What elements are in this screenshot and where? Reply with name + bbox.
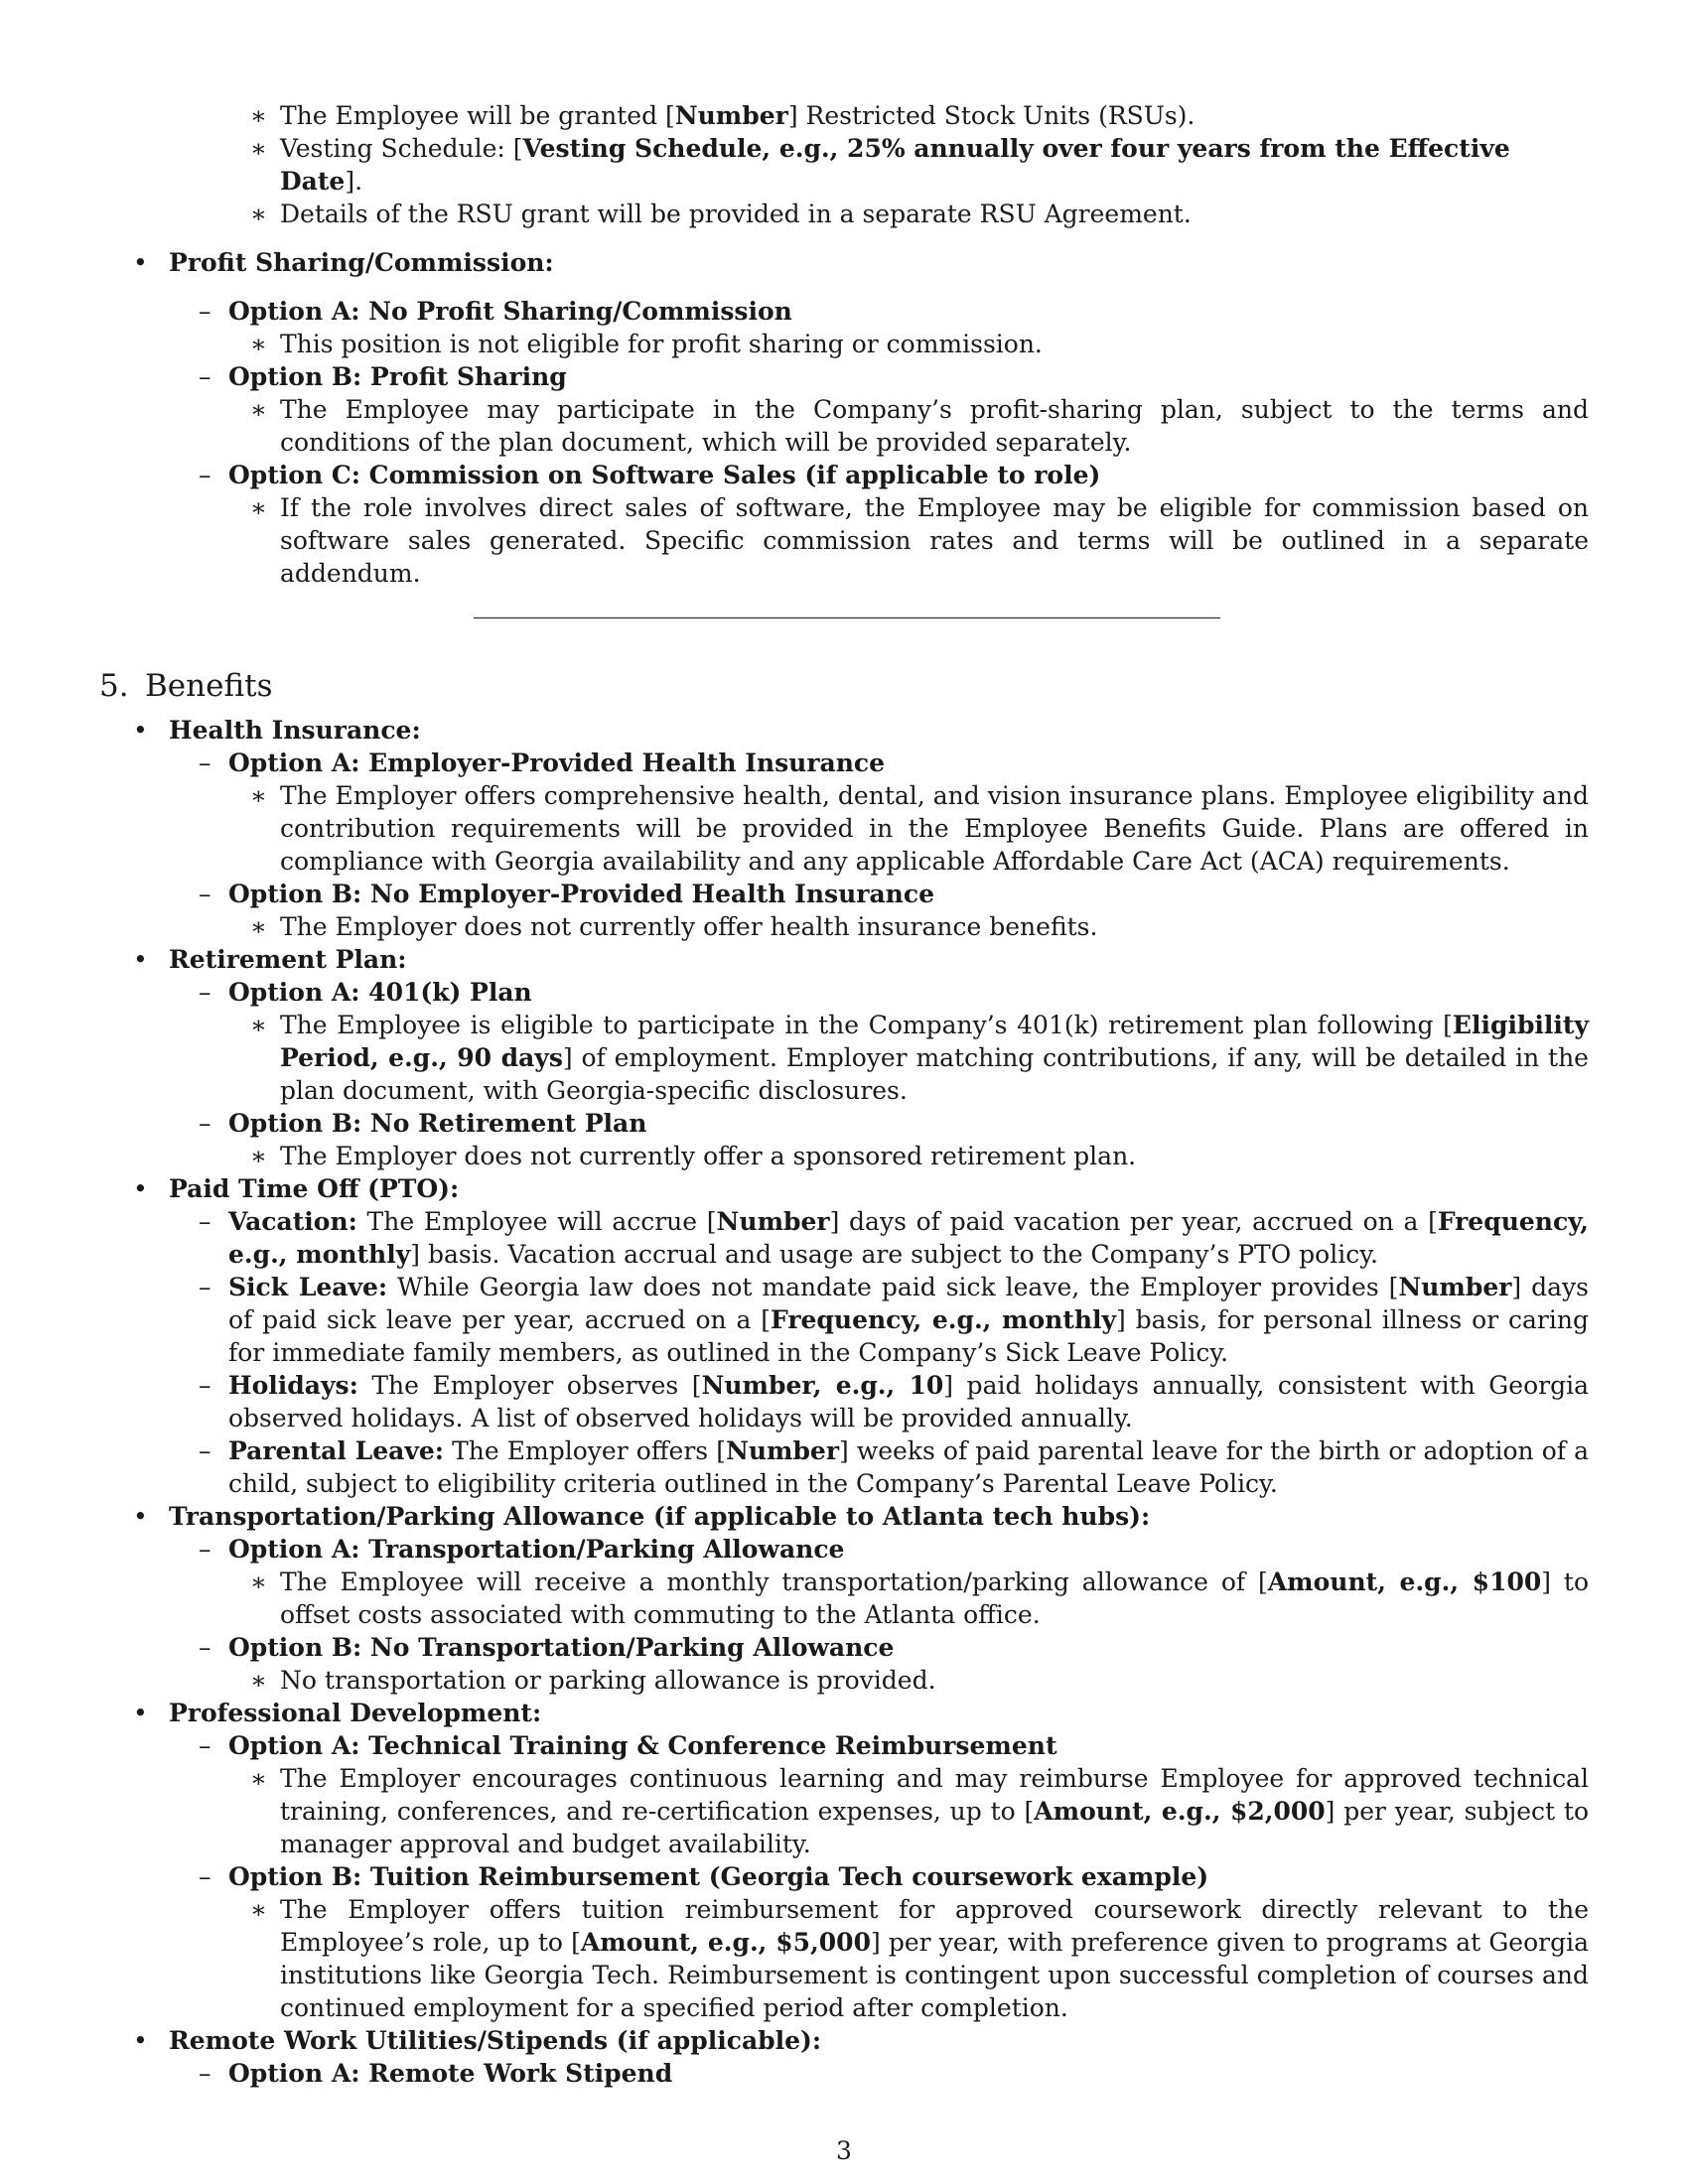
- list-item: – Parental Leave: The Employer offers [Number] weeks of paid parental leave for the birth or adoption of a child, subject to eligibility criteria outlined in the Company’s Parental Leave Policy.: [199, 1436, 1589, 1498]
- dash-marker: –: [199, 1207, 211, 1236]
- list-item: [99, 246, 1589, 279]
- list-item: – Option A: No Profit Sharing/Commission: [199, 297, 792, 326]
- list-item: – Option A: Transportation/Parking Allowance: [199, 1535, 845, 1564]
- dash-marker: –: [199, 1862, 211, 1891]
- list-item: ∗ The Employer offers comprehensive health, dental, and vision insurance plans. Employee eligibility and contribution requirements will be provided in the Employee Benefits Guide. Plans are offered in compliance with Georgia availability and any applicable Affordable Care Act (ACA) requirements.: [250, 781, 1589, 876]
- dash-marker: –: [199, 1633, 211, 1662]
- list-item: • Health Insurance:: [133, 716, 421, 745]
- list-item: – Option A: 401(k) Plan: [199, 978, 532, 1007]
- dash-marker: –: [199, 1273, 211, 1301]
- list-item: ∗ The Employee may participate in the Company’s profit-sharing plan, subject to the terms and conditions of the plan document, which will be provided separately.: [250, 395, 1589, 457]
- list-item: ∗ The Employer offers tuition reimbursement for approved coursework directly relevant to the Employee’s role, up to [Amount, e.g., $5,000] per year, with preference given to programs at Georgia institutions like Georgia Tech. Reimbursement is contingent upon successful completion of courses and continued employment for a specified period after completion.: [250, 1895, 1589, 2022]
- section-heading: 5. Benefits: [99, 668, 273, 704]
- star-marker: ∗: [250, 1666, 267, 1695]
- star-marker: ∗: [250, 200, 267, 228]
- dash-marker: –: [199, 978, 211, 1007]
- list-item: • Transportation/Parking Allowance (if applicable to Atlanta tech hubs):: [133, 1502, 1151, 1531]
- dash-marker: –: [199, 749, 211, 777]
- star-marker: ∗: [250, 1142, 267, 1170]
- list-item: ∗ The Employee is eligible to participate in the Company’s 401(k) retirement plan following [Eligibility Period, e.g., 90 days] of employment. Employer matching contributions, if any, will be detailed in the plan document, with Georgia-specific disclosures.: [250, 1011, 1589, 1105]
- dash-marker: –: [199, 297, 211, 326]
- star-marker: ∗: [250, 1568, 267, 1596]
- star-marker: ∗: [250, 1895, 267, 1924]
- bullet-marker: •: [133, 1174, 148, 1203]
- star-marker: ∗: [250, 134, 267, 163]
- bullet-marker: •: [133, 945, 148, 974]
- list-item: ∗ The Employee will receive a monthly transportation/parking allowance of [Amount, e.g., $100] to offset costs associated with commuting to the Atlanta office.: [250, 1568, 1589, 1629]
- section-divider: [474, 617, 1220, 618]
- list-item: – Option A: Technical Training & Conference Reimbursement: [199, 1731, 1057, 1760]
- list-item: ∗ If the role involves direct sales of software, the Employee may be eligible for commission based on software sales generated. Specific commission rates and terms will be outlined in a separate addendum.: [250, 493, 1589, 588]
- dash-marker: –: [199, 1371, 211, 1400]
- list-item: ∗ The Employer encourages continuous learning and may reimburse Employee for approved technical training, conferences, and re-certification expenses, up to [Amount, e.g., $2,000] per year, subject to manager approval and budget availability.: [250, 1764, 1589, 1858]
- star-marker: ∗: [250, 781, 267, 810]
- list-item: ∗ The Employee will be granted [Number] Restricted Stock Units (RSUs).: [250, 101, 1196, 130]
- dash-marker: –: [199, 1436, 211, 1465]
- dash-marker: –: [199, 1731, 211, 1760]
- list-item: • Paid Time Off (PTO):: [133, 1174, 460, 1203]
- list-item: ∗ The Employer does not currently offer a sponsored retirement plan.: [250, 1142, 1137, 1170]
- star-marker: ∗: [250, 1011, 267, 1039]
- list-item: – Option C: Commission on Software Sales (if applicable to role): [199, 461, 1101, 489]
- list-item: – Holidays: The Employer observes [Number, e.g., 10] paid holidays annually, consistent with Georgia observed holidays. A list of observed holidays will be provided annually.: [199, 1371, 1589, 1433]
- bullet-marker: •: [133, 1699, 148, 1727]
- list-item: – Option A: Employer-Provided Health Insurance: [199, 749, 886, 777]
- list-item: • Retirement Plan:: [133, 945, 407, 974]
- bullet-marker: •: [133, 2026, 148, 2055]
- star-marker: ∗: [250, 330, 267, 358]
- list-item: – Sick Leave: While Georgia law does not mandate paid sick leave, the Employer provides [Number] days of paid sick leave per year, accrued on a [Frequency, e.g., monthly] basis, for personal illness or caring for immediate family members, as outlined in the Company’s Sick Leave Policy.: [199, 1273, 1590, 1367]
- list-item: – Vacation: The Employee will accrue [Number] days of paid vacation per year, accrued on a [Frequency, e.g., monthly] basis. Vacation accrual and usage are subject to the Company’s PTO policy.: [199, 1207, 1590, 1269]
- bullet-marker: •: [133, 1502, 148, 1531]
- bullet-marker: •: [133, 248, 148, 277]
- profit-sharing-heading: Profit Sharing/Commission:: [169, 248, 554, 277]
- star-marker: ∗: [250, 493, 267, 522]
- list-item: • Professional Development:: [133, 1699, 542, 1727]
- page-content: [99, 99, 1589, 2090]
- list-item: ∗ No transportation or parking allowance is provided.: [250, 1666, 936, 1695]
- list-item: • Remote Work Utilities/Stipends (if applicable):: [133, 2026, 822, 2055]
- star-marker: ∗: [250, 101, 267, 130]
- dash-marker: –: [199, 1109, 211, 1138]
- list-item: ∗ Details of the RSU grant will be provided in a separate RSU Agreement.: [250, 200, 1192, 228]
- list-item: ∗ The Employer does not currently offer health insurance benefits.: [250, 912, 1098, 941]
- star-marker: ∗: [250, 395, 267, 424]
- dash-marker: –: [199, 2059, 211, 2088]
- list-item: – Option B: No Employer-Provided Health Insurance: [199, 880, 934, 908]
- page-number: 3: [836, 2136, 852, 2165]
- dash-marker: –: [199, 880, 211, 908]
- dash-marker: –: [199, 461, 211, 489]
- dash-marker: –: [199, 362, 211, 391]
- list-item: – Option B: No Transportation/Parking Allowance: [199, 1633, 895, 1662]
- list-item: ∗ This position is not eligible for profit sharing or commission.: [250, 330, 1043, 358]
- star-marker: ∗: [250, 912, 267, 941]
- list-item: – Option A: Remote Work Stipend: [199, 2059, 673, 2088]
- bullet-marker: •: [133, 716, 148, 745]
- list-item: – Option B: Tuition Reimbursement (Georgia Tech coursework example): [199, 1862, 1209, 1891]
- list-item: ∗ Vesting Schedule: [Vesting Schedule, e.g., 25% annually over four years from the Effective Date].: [250, 134, 1510, 196]
- dash-marker: –: [199, 1535, 211, 1564]
- star-marker: ∗: [250, 1764, 267, 1793]
- list-item: – Option B: Profit Sharing: [199, 362, 567, 391]
- list-item: – Option B: No Retirement Plan: [199, 1109, 647, 1138]
